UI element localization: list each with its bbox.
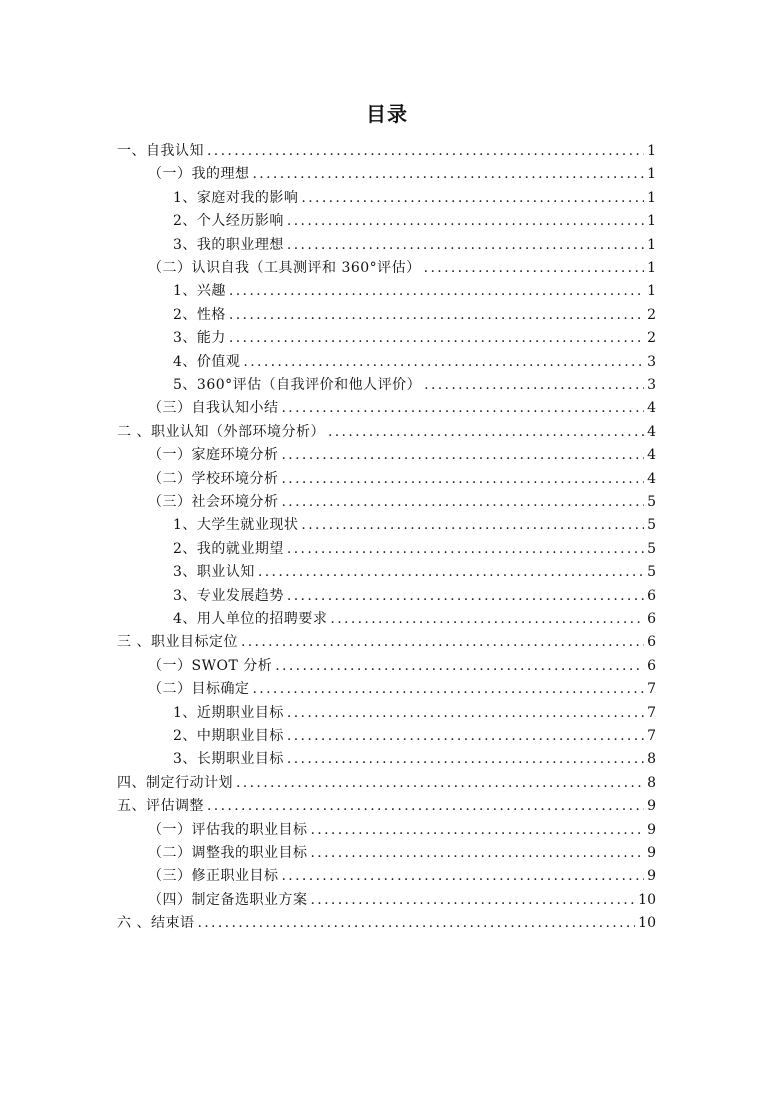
- toc-page-number: 5: [647, 564, 656, 581]
- toc-entry-title: 2、性格: [173, 306, 226, 323]
- toc-page-number: 4: [647, 423, 656, 440]
- toc-page-number: 10: [638, 891, 656, 908]
- toc-dot-leader: [287, 702, 644, 725]
- toc-entry[interactable]: [148, 678, 656, 701]
- toc-page-number: 3: [647, 377, 656, 393]
- toc-entry[interactable]: [173, 351, 656, 374]
- toc-entry[interactable]: [173, 374, 656, 397]
- toc-entry[interactable]: [173, 725, 656, 748]
- toc-entry-title: 1、兴趣: [173, 283, 226, 300]
- toc-dot-leader: [207, 140, 644, 163]
- toc-page-number: 2: [647, 330, 656, 347]
- toc-entry[interactable]: [173, 748, 656, 771]
- toc-entry[interactable]: [148, 819, 656, 842]
- toc-entry-title: （一）家庭环境分析: [148, 447, 279, 464]
- toc-dot-leader: [229, 304, 644, 327]
- toc-page-number: 6: [647, 657, 656, 674]
- toc-dot-leader: [229, 327, 644, 350]
- toc-entry-title: （二）目标确定: [148, 681, 250, 698]
- toc-entry[interactable]: [148, 865, 656, 888]
- toc-entry[interactable]: [148, 257, 656, 280]
- toc-dot-leader: [311, 819, 645, 842]
- toc-dot-leader: [275, 655, 644, 678]
- toc-page-number: 1: [647, 166, 656, 183]
- toc-dot-leader: [311, 889, 636, 912]
- toc-dot-leader: [282, 865, 645, 888]
- toc-entry-title: （三）社会环境分析: [148, 494, 279, 510]
- toc-dot-leader: [241, 631, 644, 654]
- toc-page-number: 1: [647, 189, 656, 206]
- toc-page-number: 8: [647, 774, 656, 791]
- toc-entry-title: （三）自我认知小结: [148, 400, 279, 417]
- toc-entry-title: 2、中期职业目标: [173, 728, 284, 744]
- toc-entry-title: （二）认识自我（工具测评和 360°评估）: [148, 260, 421, 276]
- toc-page-number: 1: [647, 236, 656, 253]
- toc-dot-leader: [282, 468, 645, 491]
- toc-dot-leader: [258, 561, 644, 584]
- toc-page-number: 7: [647, 704, 656, 721]
- toc-entry-title: 4、用人单位的招聘要求: [173, 611, 328, 627]
- toc-entry[interactable]: [173, 280, 656, 303]
- toc-dot-leader: [207, 795, 644, 818]
- toc-entry[interactable]: [173, 538, 656, 561]
- toc-entry[interactable]: [173, 608, 656, 631]
- toc-entry-title: （三）修正职业目标: [148, 868, 279, 885]
- toc-page-number: 4: [647, 400, 656, 417]
- toc-page-number: 1: [647, 213, 656, 230]
- toc-entry[interactable]: [173, 304, 656, 327]
- toc-entry-title: （四）制定备选职业方案: [148, 891, 308, 908]
- toc-entry-title: 5、360°评估（自我评价和他人评价）: [173, 377, 422, 393]
- toc-entry[interactable]: [173, 234, 656, 257]
- toc-entry[interactable]: [117, 795, 656, 818]
- toc-entry[interactable]: [148, 397, 656, 420]
- toc-entry[interactable]: [173, 514, 656, 537]
- toc-entry-title: 3、专业发展趋势: [173, 587, 284, 604]
- toc-dot-leader: [229, 280, 644, 303]
- toc-page-number: 1: [647, 143, 656, 159]
- toc-entry-title: （二）学校环境分析: [148, 470, 279, 487]
- toc-entry-title: 3、长期职业目标: [173, 751, 284, 768]
- toc-entry[interactable]: [117, 421, 656, 444]
- toc-entry-title: 六 、结束语: [117, 915, 195, 932]
- toc-dot-leader: [311, 842, 645, 865]
- toc-page-number: 7: [647, 728, 656, 744]
- toc-entry[interactable]: [173, 210, 656, 233]
- toc-page-number: 6: [647, 587, 656, 604]
- toc-entry-title: 4、价值观: [173, 353, 241, 370]
- toc-entry[interactable]: [173, 187, 656, 210]
- toc-entry-title: 3、职业认知: [173, 564, 255, 581]
- toc-entry[interactable]: [148, 842, 656, 865]
- toc-entry[interactable]: [148, 163, 656, 186]
- toc-entry[interactable]: [117, 140, 656, 163]
- toc-entry[interactable]: [148, 468, 656, 491]
- toc-entry[interactable]: [117, 772, 656, 795]
- toc-dot-leader: [243, 351, 644, 374]
- toc-entry-title: 四、制定行动计划: [117, 774, 233, 791]
- toc-entry-title: （二）调整我的职业目标: [148, 845, 308, 861]
- toc-page-number: 10: [638, 915, 656, 932]
- toc-entry[interactable]: [173, 585, 656, 608]
- toc-dot-leader: [197, 912, 635, 935]
- toc-dot-leader: [328, 421, 644, 444]
- toc-dot-leader: [282, 444, 645, 467]
- toc-dot-leader: [236, 772, 644, 795]
- toc-dot-leader: [330, 608, 644, 631]
- toc-entry-title: 2、我的就业期望: [173, 540, 284, 557]
- toc-entry-title: 五、评估调整: [117, 798, 204, 815]
- toc-dot-leader: [287, 585, 644, 608]
- toc-page-number: 9: [647, 798, 656, 815]
- toc-entry-title: 一、自我认知: [117, 143, 204, 159]
- toc-entry[interactable]: [148, 655, 656, 678]
- toc-page-number: 9: [647, 868, 656, 885]
- toc-page-number: 5: [647, 517, 656, 534]
- toc-page-number: 7: [647, 681, 656, 698]
- toc-page-number: 8: [647, 751, 656, 768]
- toc-page-number: 9: [647, 821, 656, 838]
- toc-entry[interactable]: [148, 491, 656, 514]
- toc-entry-title: 3、我的职业理想: [173, 236, 284, 253]
- toc-entry-title: 三 、职业目标定位: [117, 634, 238, 651]
- toc-entry-title: 3、能力: [173, 330, 226, 347]
- toc-page-number: 6: [647, 611, 656, 627]
- toc-dot-leader: [287, 210, 644, 233]
- toc-dot-leader: [282, 397, 645, 420]
- toc-entry[interactable]: [173, 327, 656, 350]
- toc-dot-leader: [287, 538, 644, 561]
- toc-dot-leader: [287, 748, 644, 771]
- toc-entry[interactable]: [148, 889, 656, 912]
- toc-entry-title: 二 、职业认知（外部环境分析）: [117, 423, 325, 440]
- toc-entry[interactable]: [117, 631, 656, 654]
- toc-page-number: 1: [647, 283, 656, 300]
- toc-dot-leader: [424, 374, 644, 397]
- toc-page-number: 5: [647, 494, 656, 510]
- toc-dot-leader: [301, 187, 644, 210]
- toc-entry-title: 1、家庭对我的影响: [173, 189, 299, 206]
- toc-page-number: 6: [647, 634, 656, 651]
- toc-entry-title: 1、大学生就业现状: [173, 517, 299, 534]
- toc-entry[interactable]: [148, 444, 656, 467]
- toc-entry-title: 2、个人经历影响: [173, 213, 284, 230]
- toc-dot-leader: [424, 257, 644, 280]
- toc-title: 目录: [366, 102, 408, 126]
- toc-entry-title: 1、近期职业目标: [173, 704, 284, 721]
- toc-page-number: 3: [647, 353, 656, 370]
- toc-page-number: 1: [647, 260, 656, 276]
- toc-page-number: 2: [647, 306, 656, 323]
- toc-page-number: 4: [647, 447, 656, 464]
- toc-dot-leader: [301, 514, 644, 537]
- toc-dot-leader: [282, 491, 645, 514]
- toc-entry[interactable]: [173, 702, 656, 725]
- toc-entry[interactable]: [117, 912, 656, 935]
- toc-entry-title: （一）我的理想: [148, 166, 250, 183]
- toc-dot-leader: [253, 678, 645, 701]
- toc-page-number: 9: [647, 845, 656, 861]
- toc-dot-leader: [287, 725, 644, 748]
- toc-entry[interactable]: [173, 561, 656, 584]
- toc-dot-leader: [287, 234, 644, 257]
- toc-dot-leader: [253, 163, 645, 186]
- toc-page-number: 5: [647, 540, 656, 557]
- toc-entry-title: （一）SWOT 分析: [148, 657, 273, 674]
- toc-entry-title: （一）评估我的职业目标: [148, 821, 308, 838]
- toc-page-number: 4: [647, 470, 656, 487]
